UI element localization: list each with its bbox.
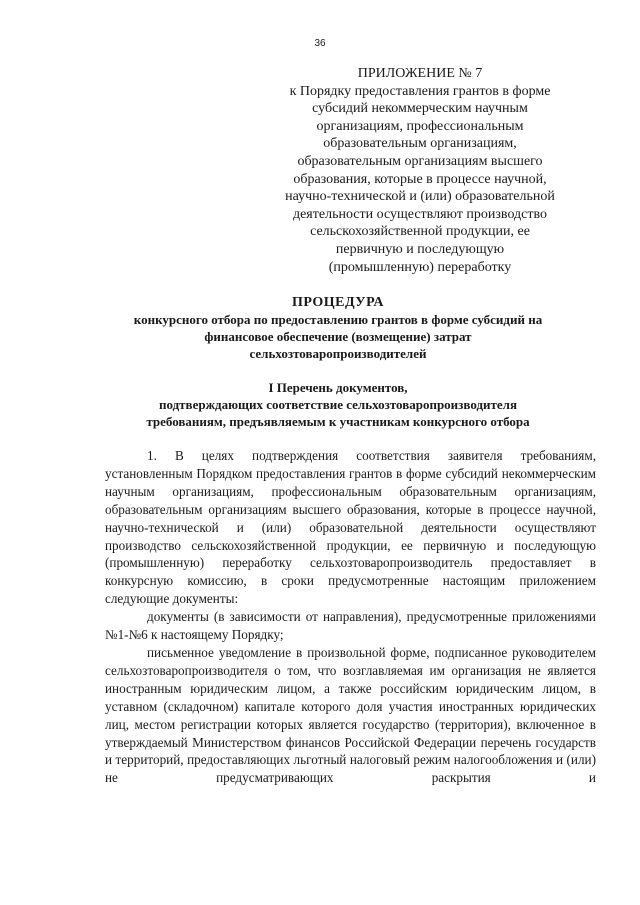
appendix-line: сельскохозяйственной продукции, ее: [310, 224, 530, 240]
section-line: I Перечень документов,: [268, 380, 408, 395]
section-line: подтверждающих соответствие сельхозтоваропроизводителя: [158, 397, 518, 412]
section-heading: [80, 379, 596, 430]
appendix-line: к Порядку предоставления грантов в форме: [289, 83, 551, 99]
appendix-line: субсидий некоммерческим научным: [312, 101, 528, 117]
procedure-title: ПРОЦЕДУРА: [292, 295, 384, 310]
appendix-line: научно-технической и (или) образовательной: [285, 189, 555, 205]
procedure-line: сельхозтоваропроизводителей: [249, 346, 427, 361]
appendix-title: ПРИЛОЖЕНИЕ № 7: [357, 66, 483, 81]
body-paragraph: 1. В целях подтверждения соответствия заявителя требованиям, установленным Порядком предоставления грантов в форме субсидий некоммерческим научным организациям, профессиональным образовательным организациям, образовательным организациям высшего образования, которые в процессе научной, научно-технической и (или) образовательной деятельности осуществляют производство сельскохозяйственной продукции, ее первичную и последующую (промышленную) переработку сельхозтоваропроизводитель предоставляет в конкурсную комиссию, в сроки предусмотренные настоящим приложением следующие документы:: [105, 448, 596, 607]
appendix-line: образовательным организациям высшего: [297, 153, 543, 169]
appendix-line: образовательным организациям,: [323, 136, 517, 152]
appendix-line: первичную и последующую: [335, 241, 505, 257]
body-paragraph: документы (в зависимости от направления), предусмотренные приложениями №1-№6 к настоящему Порядку;: [105, 609, 596, 643]
appendix-line: образования, которые в процессе научной,: [293, 171, 547, 187]
procedure-heading: [80, 294, 596, 362]
document-body: [105, 447, 596, 787]
appendix-line: деятельности осуществляют производство: [292, 206, 548, 222]
appendix-line: (промышленную) переработку: [328, 259, 512, 275]
page-number: 36: [314, 38, 326, 49]
appendix-heading: [276, 65, 564, 276]
procedure-line: конкурсного отбора по предоставлению грантов в форме субсидий на: [133, 312, 543, 327]
body-paragraph: письменное уведомление в произвольной форме, подписанное руководителем сельхозтоваропроизводителя о том, что возглавляемая им организация не является иностранным юридическим лицом, а также российским юридическим лицом, в уставном (складочном) капитале которого доля участия иностранных юридических лиц, местом регистрации которых является государство (территория), включенное в утверждаемый Министерством финансов Российской Федерации перечень государств и территорий, предоставляющих льготный налоговый режим налогообложения и (или) не предусматривающих раскрытия и: [105, 644, 596, 786]
appendix-line: организациям, профессиональным: [316, 118, 524, 134]
procedure-line: финансовое обеспечение (возмещение) затрат: [204, 329, 472, 344]
section-line: требованиям, предъявляемым к участникам конкурсного отбора: [146, 414, 530, 429]
